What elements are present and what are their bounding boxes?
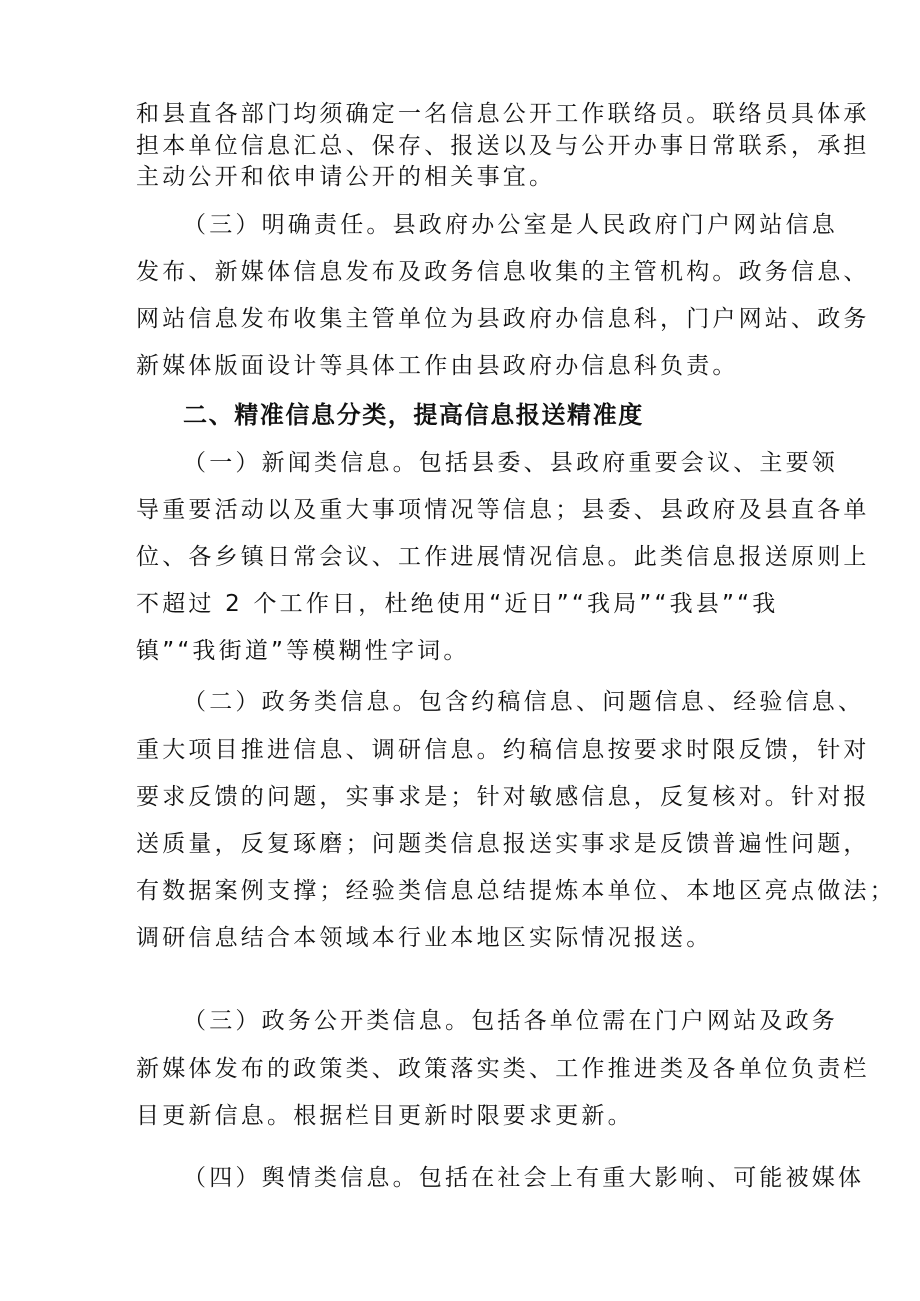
- text-line: 不超过 2 个工作日，杜绝使用“近日”“我局”“我县”“我: [136, 591, 779, 617]
- text-line: 目更新信息。根据栏目更新时限要求更新。: [136, 1103, 634, 1129]
- text-line: 新媒体发布的政策类、政策落实类、工作推进类及各单位负责栏: [136, 1056, 870, 1082]
- text-line: （一）新闻类信息。包括县委、县政府重要会议、主要领: [183, 450, 838, 476]
- text-line: 担本单位信息汇总、保存、报送以及与公开办事日常联系，承担: [136, 133, 870, 159]
- text-line: 镇”“我街道”等模糊性字词。: [136, 638, 470, 664]
- text-line: 位、各乡镇日常会议、工作进展情况信息。此类信息报送原则上: [136, 544, 870, 570]
- text-line: 送质量，反复琢磨；问题类信息报送实事求是反馈普遍性问题，: [136, 831, 870, 857]
- text-line: （二）政务类信息。包含约稿信息、问题信息、经验信息、: [183, 689, 865, 715]
- text-line: 主动公开和依申请公开的相关事宜。: [136, 164, 556, 190]
- text-line: 要求反馈的问题，实事求是；针对敏感信息，反复核对。针对报: [136, 784, 870, 810]
- text-line: （四）舆情类信息。包括在社会上有重大影响、可能被媒体: [183, 1165, 865, 1191]
- section-heading: 二、精准信息分类，提高信息报送精准度: [183, 401, 644, 429]
- text-line: 网站信息发布收集主管单位为县政府办信息科，门户网站、政务: [136, 306, 870, 332]
- text-line: 重大项目推进信息、调研信息。约稿信息按要求时限反馈，针对: [136, 737, 870, 763]
- text-line: 调研信息结合本领域本行业本地区实际情况报送。: [136, 925, 713, 951]
- text-line: 有数据案例支撑；经验类信息总结提炼本单位、本地区亮点做法；: [136, 878, 896, 904]
- text-line: （三）明确责任。县政府办公室是人民政府门户网站信息: [183, 212, 838, 238]
- text-line: 导重要活动以及重大事项情况等信息；县委、县政府及县直各单: [136, 497, 870, 523]
- text-line: （三）政务公开类信息。包括各单位需在门户网站及政务: [183, 1008, 838, 1034]
- text-line: 和县直各部门均须确定一名信息公开工作联络员。联络员具体承: [136, 101, 870, 127]
- text-line: 新媒体版面设计等具体工作由县政府办信息科负责。: [136, 353, 739, 379]
- text-line: 发布、新媒体信息发布及政务信息收集的主管机构。政务信息、: [136, 259, 870, 285]
